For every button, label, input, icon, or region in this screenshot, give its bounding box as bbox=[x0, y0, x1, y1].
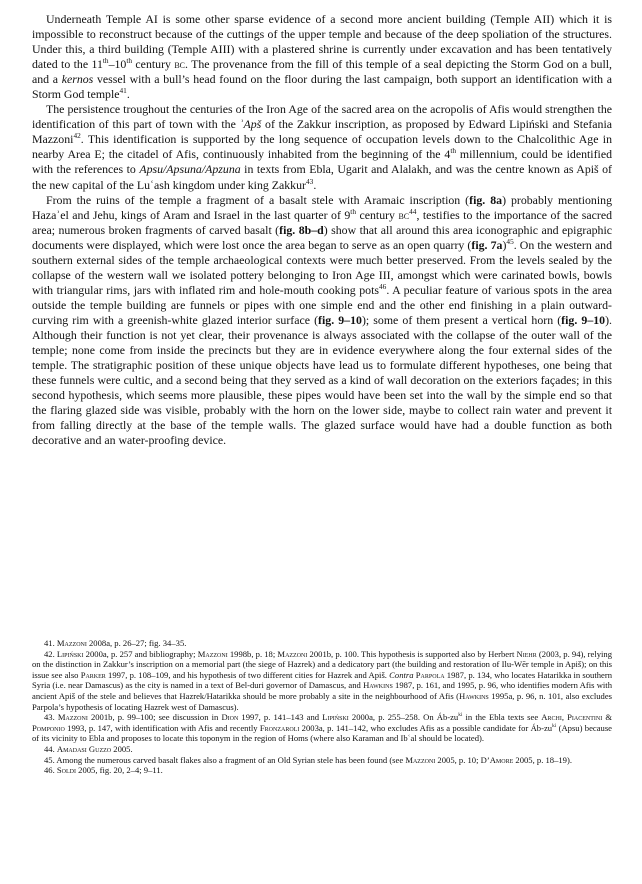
footnote-43 bbox=[32, 712, 612, 744]
text-run: Fronzaroli bbox=[259, 722, 300, 733]
text-run: 44. bbox=[44, 743, 57, 754]
text-run: Hawkins bbox=[363, 680, 393, 691]
text-run: 2001b, p. 99–100; see discussion in bbox=[87, 712, 222, 723]
text-run: Mazzoni bbox=[56, 638, 87, 648]
footnote-42 bbox=[32, 649, 612, 713]
text-run: (Apsu) because of its vicinity to Ebla and proposes to locate this toponym in the region of Homs (where also Karaman and Ibʿal should be located). bbox=[32, 722, 612, 744]
text-run: century bbox=[132, 57, 175, 72]
footnote-41 bbox=[32, 638, 612, 649]
text-run: . bbox=[313, 177, 317, 192]
text-run: 1987, p. 134, who locates Hatarikka in southern Syria (i.e. near Damascus) as the city is named in a text of Bel-duri governor of Damascus, and bbox=[32, 669, 613, 691]
figure-reference: fig. 9–10 bbox=[561, 312, 606, 327]
text-run: 41. bbox=[44, 638, 57, 648]
text-run: . This identification is supported by the long sequence of occupation levels down to the Chalcolithic Age in nearby Area E; the citadel of Afis, continuously inhabited from the beginning of the 4 bbox=[32, 132, 612, 162]
superscript: th bbox=[450, 146, 457, 156]
paragraph-2 bbox=[32, 102, 612, 192]
superscript: ki bbox=[552, 722, 557, 729]
text-run: . On the western and southern external sides of the temple archaeological contexts were much better preserved. From the levels sealed by the collapse of the western wall we isolated pottery belonging to Iron Age III, amongst which were carinated bowls, bowls with triangular rims, jars with inflated rim and hole-mouth cooking pots bbox=[32, 237, 612, 297]
figure-reference: fig. 8a bbox=[469, 192, 503, 207]
text-run: 46. bbox=[44, 765, 57, 776]
text-run: 1997, p. 108–109, and his hypothesis of two different cities for Hazrek and Apiš. bbox=[105, 669, 390, 680]
text-run: , testifies to the importance of the sacred area; numerous broken fragments of carved basalt ( bbox=[32, 207, 613, 237]
superscript: 41 bbox=[119, 86, 127, 96]
text-run: bc bbox=[398, 207, 410, 222]
text-run: . The provenance from the fill of this temple of a seal depicting the Storm God on a bull, and a bbox=[32, 57, 612, 87]
superscript: th bbox=[102, 56, 109, 66]
text-run: . A peculiar feature of various spots in the area outside the temple building are funnels or pipes with one simple end and the other end finishing in a plain outward-curving rim with a greenish-white glazed interior surface ( bbox=[32, 282, 612, 327]
text-run: 43. bbox=[44, 712, 58, 723]
text-run: 2000a, p. 257 and bibliography; bbox=[83, 648, 198, 659]
text-run: 1993, p. 147, with identification with Afis and recently bbox=[64, 722, 260, 733]
text-run: ʾApš bbox=[239, 117, 262, 132]
text-run: Underneath Temple AI is some other sparse evidence of a second more ancient building (Temple AII) which it is impossible to reconstruct because of the cuttings of the upper temple and because of the deep spoliation of the structures. Under this, a third building (Temple AIII) with a plastered shrine is currently under excavation and has been tentatively dated to the 11 bbox=[32, 12, 612, 72]
text-run: kernos bbox=[61, 72, 94, 87]
text-run: ) bbox=[502, 237, 507, 252]
text-run: 1997, p. 141–143 and bbox=[238, 712, 323, 723]
text-run: Soldi bbox=[56, 765, 76, 776]
text-run: bc bbox=[174, 57, 185, 72]
text-run: Hawkins bbox=[459, 690, 489, 701]
text-run: 2005, p. 18–19). bbox=[513, 754, 572, 765]
text-run: Mazzoni bbox=[405, 754, 436, 765]
superscript: 44 bbox=[409, 206, 417, 216]
text-run: in the Ebla texts see bbox=[462, 712, 542, 723]
text-run: Amadasi Guzzo bbox=[56, 743, 112, 754]
text-run: ). Although their function is not yet clear, their provenance is always associated with the collapse of the outer wall of the temple; none come from inside the precincts but they are in evidence everywhere along the four external sides of the temple. The stratigraphic position of these unique objects have lead us to formulate different hypotheses, one being that these funnels were cultic, and a second being that they served as a kind of wall decoration on the exteriors façades; in this second hypothesis, which seems more plausible, these pipes would have been set into the wall by the simple end so that the flaring glazed side was visible, probably with the horn on the lower side, maybe to collect rain water and prevent it from falling directly at the base of the temple walls. The glazed surface would have had a double function as both decorative and an water-proofing device. bbox=[32, 312, 612, 448]
text-run: century bbox=[356, 207, 399, 222]
text-run: 1995a, p. 96, n. 101, also excludes Parpola’s hypothesis of locating Hazrek west of Damascus). bbox=[32, 690, 612, 712]
text-run: Contra bbox=[389, 669, 414, 680]
text-run: Lipiński bbox=[322, 712, 349, 723]
text-run: Niehr bbox=[516, 648, 537, 659]
text-run: Parker bbox=[80, 669, 106, 680]
footnote-44 bbox=[32, 744, 612, 755]
text-run: vessel with a bull’s head found on the floor during the last campaign, both support an identification with a Storm God temple bbox=[32, 72, 612, 102]
footnotes bbox=[32, 638, 612, 776]
text-run: 42. bbox=[44, 648, 57, 659]
text-run: From the ruins of the temple a fragment of a basalt stele with Aramaic inscription ( bbox=[46, 192, 470, 207]
text-run: 2005, p. 10; D’ bbox=[435, 754, 490, 765]
text-run: of the Zakkur inscription, as proposed by Edward Lipiński and Stefania Mazzoni bbox=[32, 117, 612, 147]
text-run: (2003, p. 94), relying on the distinction in Zakkur’s inscription on a memorial part (the siege of Hazrek) and a dedicatory part (the building and restoration of Ilu-Wēr temple in Apiš); on this issue see also bbox=[32, 648, 613, 680]
superscript: th bbox=[126, 56, 133, 66]
paragraph-1 bbox=[32, 12, 612, 102]
text-run: Amore bbox=[489, 754, 514, 765]
footnote-46 bbox=[32, 765, 612, 776]
text-run: Mazzoni bbox=[277, 648, 308, 659]
text-run: The persistence troughout the centuries of the Iron Age of the sacred area on the acropolis of Afis would strengthen the identification of this part of town with the bbox=[32, 102, 612, 132]
text-run: in texts from Ebla, Ugarit and Alalakh, and was the centre known as Apiš of the new capital of the Luʿash kingdom under king Zakkur bbox=[32, 162, 612, 192]
text-run: ) show that all around this area iconographic and epigraphic documents were displayed, which were lost once the area began to serve as an open quarry ( bbox=[32, 222, 612, 252]
text-run: Parpola bbox=[415, 669, 445, 680]
text-run: . bbox=[126, 87, 130, 102]
text-run: Lipiński bbox=[56, 648, 84, 659]
superscript: 43 bbox=[305, 176, 314, 186]
figure-reference: fig. 7a bbox=[471, 237, 503, 252]
superscript: ki bbox=[458, 712, 463, 719]
text-run: Archi, Piacentini & Pomponio bbox=[32, 712, 613, 733]
text-run: Mazzoni bbox=[57, 712, 88, 723]
text-run: Dion bbox=[221, 712, 239, 723]
footnote-45 bbox=[32, 755, 612, 766]
superscript: 42 bbox=[73, 131, 81, 141]
main-text bbox=[32, 12, 612, 448]
text-run: ) probably mentioning Hazaʾel and Jehu, kings of Aram and Israel in the last quarter of 9 bbox=[32, 192, 612, 222]
superscript: 46 bbox=[379, 281, 387, 291]
text-run: ); some of them present a vertical horn ( bbox=[361, 312, 562, 327]
text-run: 2003a, p. 141–142, who excludes Afis as a possible candidate for Áb-zu bbox=[299, 722, 553, 733]
text-run: 1998b, p. 18; bbox=[227, 648, 278, 659]
text-run: 45. Among the numerous carved basalt flakes also a fragment of an Old Syrian stele has been found (see bbox=[44, 754, 406, 765]
paragraph-3 bbox=[32, 193, 612, 449]
text-run: –10 bbox=[108, 57, 127, 72]
superscript: 45 bbox=[506, 236, 514, 246]
text-run: 1987, p. 161, and 1995, p. 96, who identifies modern Afis with ancient Apiš of the stele and believes that Hazrek/Hatarikka should be more probably a site in the neighbourhood of Afis ( bbox=[32, 680, 612, 701]
text-run: 2008a, p. 26–27; fig. 34–35. bbox=[86, 638, 187, 648]
text-run: 2005, fig. 20, 2–4; 9–11. bbox=[76, 765, 163, 776]
text-run: 2000a, p. 255–258. On Áb-zu bbox=[348, 712, 459, 723]
text-run: 2001b, p. 100. This hypothesis is supported also by Herbert bbox=[307, 648, 517, 659]
figure-reference: fig. 8b–d bbox=[279, 222, 324, 237]
text-run: millennium, could be identified with the references to bbox=[32, 147, 612, 177]
text-run: Mazzoni bbox=[197, 648, 228, 659]
superscript: th bbox=[350, 206, 356, 216]
text-run: Apsu/Apsuna/Apzuna bbox=[139, 162, 241, 177]
figure-reference: fig. 9–10 bbox=[318, 312, 362, 327]
text-run: 2005. bbox=[111, 743, 133, 754]
